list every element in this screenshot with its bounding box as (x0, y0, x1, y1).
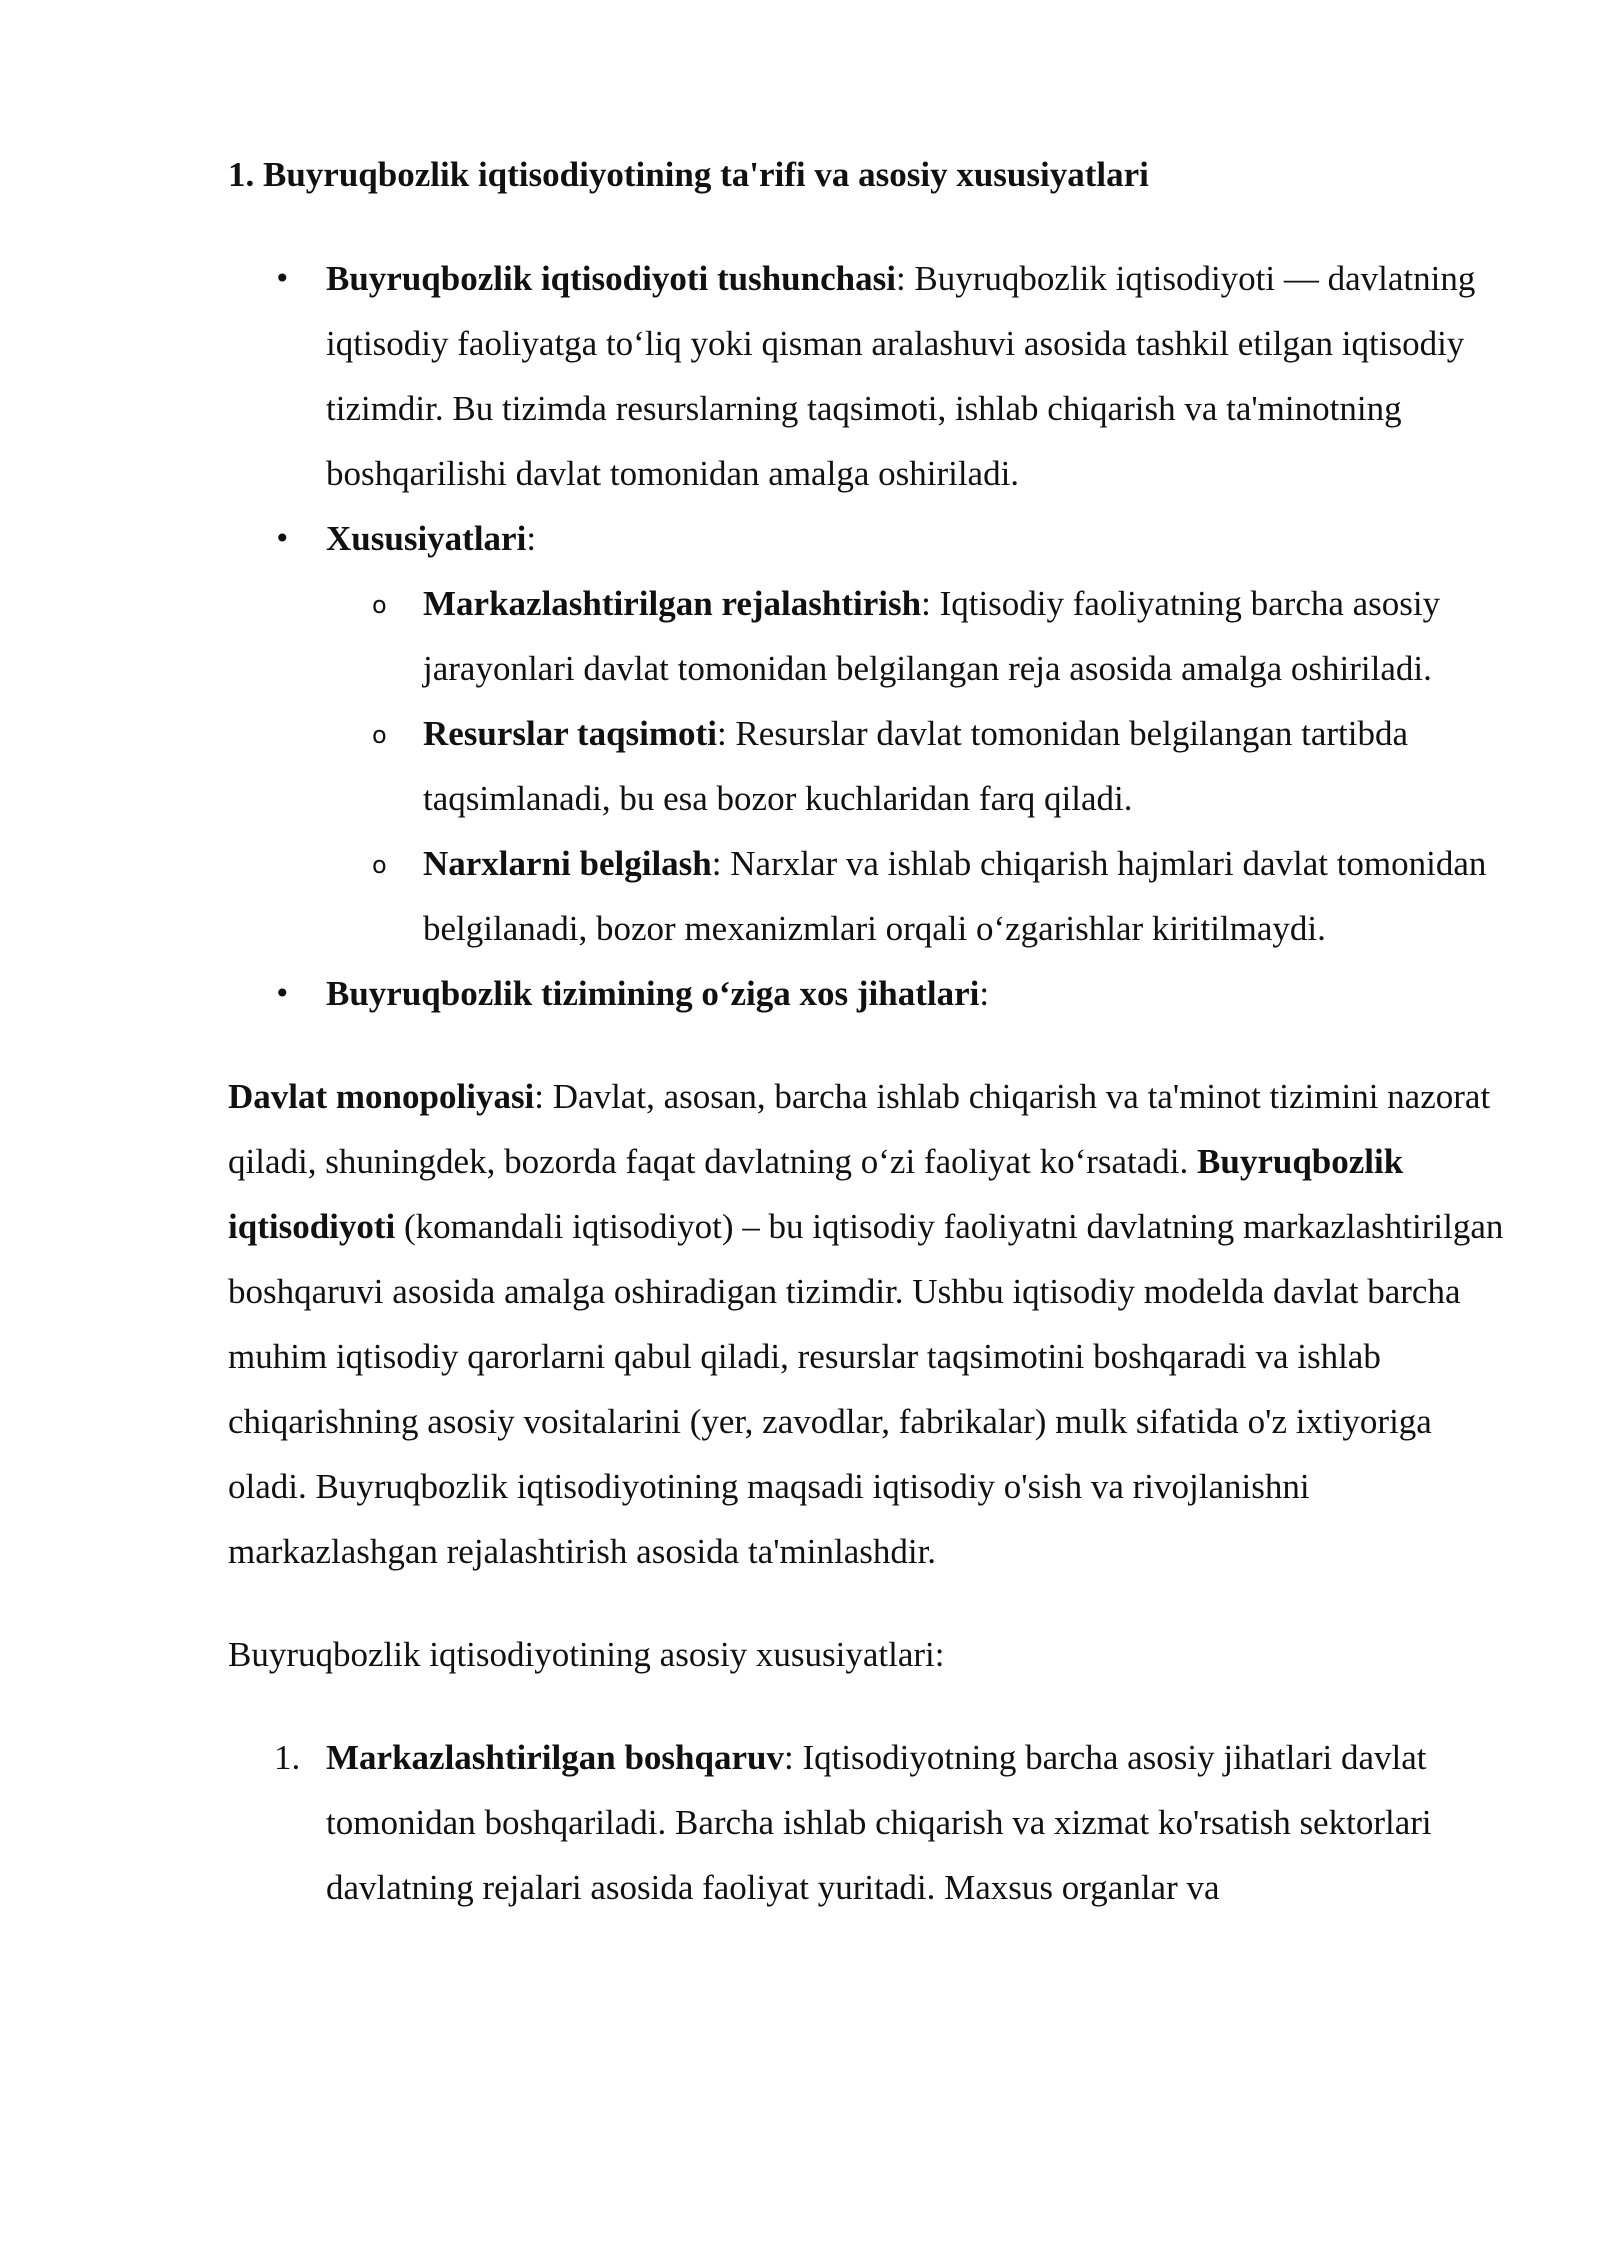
bullet-marker: • (274, 522, 291, 555)
paragraph-term: Davlat monopoliyasi (228, 1077, 535, 1116)
paragraph-text: : Davlat, asosan, barcha ishlab chiqarish va ta'minot tizimini nazorat qiladi, shuningdek, bozorda faqat davlatning o‘zi faoliyat ko‘rsatadi. (228, 1077, 1491, 1181)
paragraph-text: (komandali iqtisodiyot) – bu iqtisodiy faoliyatni davlatning markazlashtirilgan boshqaruvi asosida amalga oshiradigan tizimdir. Ushbu iqtisodiy modelda davlat barcha muhim iqtisodiy qarorlarni qabul qiladi, resurslar taqsimotini boshqaradi va ishlab chiqarishning asosiy vositalarini (yer, zavodlar, fabrikalar) mulk sifatida o'z ixtiyoriga oladi. Buyruqbozlik iqtisodiyotining maqsadi iqtisodiy o'sish va rivojlanishni markazlashgan rejalashtirish asosida ta'minlashdir. (228, 1207, 1504, 1571)
number-marker: 1. (274, 1738, 301, 1777)
sub-list-item-term: Resurslar taqsimoti (423, 714, 717, 753)
list-item-term: Buyruqbozlik iqtisodiyoti tushunchasi (326, 259, 896, 298)
sub-bullet-marker: o (372, 591, 387, 619)
bullet-marker: • (274, 262, 291, 295)
intro-paragraph: Buyruqbozlik iqtisodiyotining asosiy xususiyatlari: (228, 1635, 945, 1674)
sub-bullet-marker: o (372, 721, 387, 749)
numbered-item-text: : Iqtisodiyotning barcha asosiy jihatlari davlat tomonidan boshqariladi. Barcha ishlab chiqarish va xizmat ko'rsatish sektorlari davlatning rejalari asosida faoliyat yuritadi. Maxsus organlar va (326, 1738, 1432, 1907)
list-item-text: : Buyruqbozlik iqtisodiyoti — davlatning iqtisodiy faoliyatga to‘liq yoki qisman aralashuvi asosida tashkil etilgan iqtisodiy tizimdir. Bu tizimda resurslarning taqsimoti, ishlab chiqarish va ta'minotning boshqarilishi davlat tomonidan amalga oshiriladi. (326, 259, 1476, 493)
sub-list-item-term: Narxlarni belgilash (423, 844, 712, 883)
list-item-term: Buyruqbozlik tizimining o‘ziga xos jihatlari (326, 974, 980, 1013)
numbered-list-item (228, 1725, 1518, 1920)
sub-list-item-text: : Resurslar davlat tomonidan belgilangan tartibda taqsimlanadi, bu esa bozor kuchlaridan farq qiladi. (423, 714, 1408, 818)
sub-list-item (326, 701, 1518, 831)
sub-list-item-text: : Iqtisodiy faoliyatning barcha asosiy jarayonlari davlat tomonidan belgilangan reja asosida amalga oshiriladi. (423, 584, 1441, 688)
sub-list-item (326, 571, 1518, 701)
list-item (228, 246, 1518, 506)
numbered-item-term: Markazlashtirilgan boshqaruv (326, 1738, 784, 1777)
numbered-list (228, 1725, 1518, 1920)
sub-bullet-list (326, 571, 1518, 961)
sub-list-item-text: : Narxlar va ishlab chiqarish hajmlari davlat tomonidan belgilanadi, bozor mexanizmlari orqali o‘zgarishlar kiritilmaydi. (423, 844, 1487, 948)
body-paragraph (228, 1064, 1518, 1584)
list-item (228, 506, 1518, 961)
sub-bullet-marker: o (372, 851, 387, 879)
sub-list-item-term: Markazlashtirilgan rejalashtirish (423, 584, 922, 623)
list-item-term: Xususiyatlari (326, 519, 527, 558)
list-item (228, 961, 1518, 1026)
section-heading: 1. Buyruqbozlik iqtisodiyotining ta'rifi va asosiy xususiyatlari (228, 155, 1149, 194)
list-item-text: : (979, 974, 990, 1013)
bullet-list (228, 246, 1518, 1026)
bullet-marker: • (274, 977, 291, 1010)
document-body (228, 148, 1518, 1920)
paragraph-term: Buyruqbozlik iqtisodiyoti (228, 1142, 1404, 1246)
list-item-text: : (526, 519, 537, 558)
sub-list-item (326, 831, 1518, 961)
